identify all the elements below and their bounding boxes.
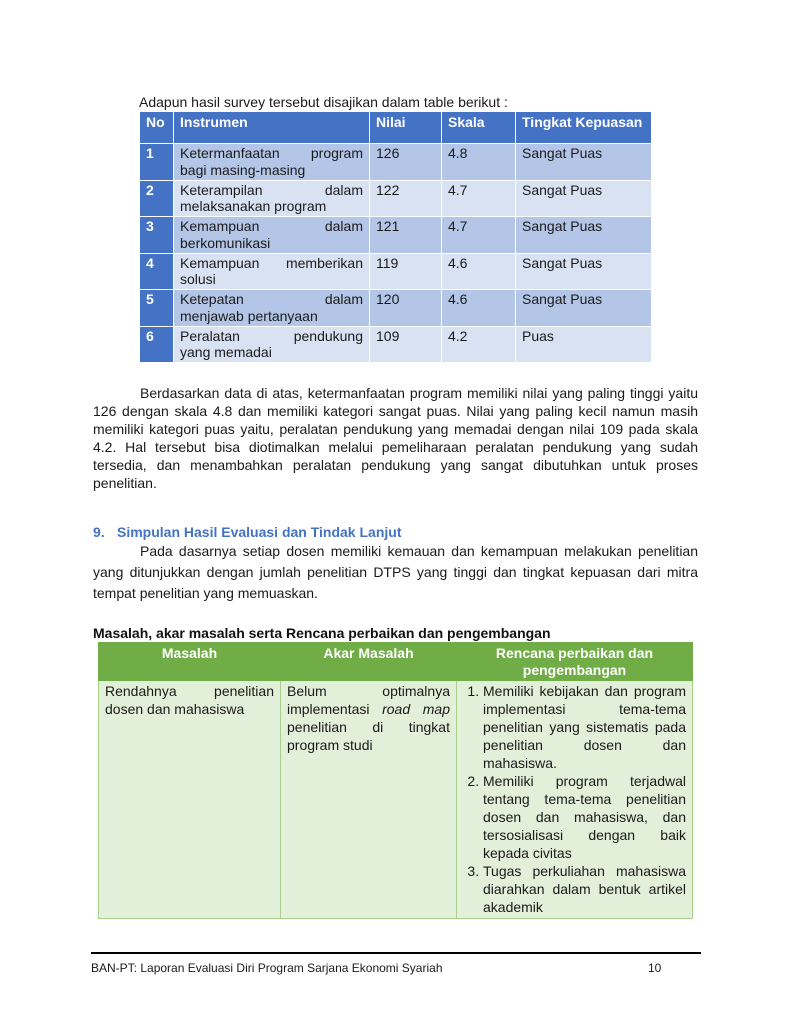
row-tingkat: Sangat Puas: [516, 253, 652, 290]
instrumen-line: Kemampuan memberikan: [180, 254, 363, 271]
row-no: 2: [140, 180, 174, 217]
row-nilai: 122: [370, 180, 442, 217]
instrumen-line: menjawab pertanyaan: [180, 307, 318, 324]
row-no: 4: [140, 253, 174, 290]
plan-header-row: [99, 643, 693, 681]
instrumen-line: Ketermanfaatan program: [180, 145, 363, 161]
row-instrumen: [174, 326, 370, 363]
row-no: 1: [140, 144, 174, 181]
instrumen-line: Kemampuan dalam: [180, 218, 363, 234]
instrumen-line: melaksanakan program: [180, 198, 327, 214]
row-instrumen: [174, 290, 370, 327]
masalah-cell: Rendahnya penelitian dosen dan mahasiswa: [99, 681, 281, 919]
instrumen-line: bagi masing-masing: [180, 161, 306, 178]
section-title: Simpulan Hasil Evaluasi dan Tindak Lanjut: [117, 524, 402, 540]
footer-text: BAN-PT: Laporan Evaluasi Diri Program Sarjana Ekonomi Syariah: [91, 961, 443, 975]
row-nilai: 120: [370, 290, 442, 327]
header-instrumen: Instrumen: [174, 112, 370, 144]
instrumen-line: yang memadai: [180, 344, 272, 360]
row-skala: 4.6: [442, 290, 516, 327]
table-row: [140, 217, 652, 254]
intro-text: Adapun hasil survey tersebut disajikan dalam table berikut :: [139, 94, 508, 110]
instrumen-line: Peralatan pendukung: [180, 327, 363, 344]
header-akar-masalah: Akar Masalah: [281, 643, 457, 681]
row-tingkat: Puas: [516, 326, 652, 363]
header-tingkat-kepuasan: Tingkat Kepuasan: [516, 112, 652, 144]
rencana-list: [463, 682, 686, 916]
footer-divider: [91, 952, 701, 954]
row-tingkat: Sangat Puas: [516, 144, 652, 181]
row-nilai: 126: [370, 144, 442, 181]
akar-masalah-cell: [281, 681, 457, 919]
list-item: 2. Memiliki program terjadwal tentang tema-tema penelitian dosen dan mahasiswa, dan tersosialisasi dengan baik kepada civitas: [483, 772, 686, 862]
row-nilai: 109: [370, 326, 442, 363]
table-row: [140, 253, 652, 290]
row-instrumen: [174, 253, 370, 290]
section-paragraph: [93, 541, 698, 604]
row-no: 3: [140, 217, 174, 254]
header-no: No: [140, 112, 174, 144]
section-heading: [93, 523, 401, 541]
row-skala: 4.2: [442, 326, 516, 363]
akar-text: Belum optimalnya implementasi: [287, 683, 450, 717]
table-row: [140, 180, 652, 217]
header-masalah: Masalah: [99, 643, 281, 681]
header-rencana: Rencana perbaikan dan pengembangan: [457, 643, 693, 681]
row-skala: 4.6: [442, 253, 516, 290]
row-no: 5: [140, 290, 174, 327]
akar-text: penelitian di tingkat program studi: [287, 719, 450, 753]
table-row: [140, 290, 652, 327]
list-item: 3. Tugas perkuliahan mahasiswa diarahkan dalam bentuk artikel akademik: [483, 862, 686, 916]
improvement-plan-table: [98, 642, 693, 919]
akar-italic-text: road map: [382, 701, 450, 717]
rencana-cell: [457, 681, 693, 919]
row-skala: 4.7: [442, 180, 516, 217]
row-nilai: 121: [370, 217, 442, 254]
list-item: 1. Memiliki kebijakan dan program implementasi tema-tema penelitian yang sistematis pada penelitian dosen dan mahasiswa.: [483, 682, 686, 772]
row-tingkat: Sangat Puas: [516, 217, 652, 254]
row-nilai: 119: [370, 253, 442, 290]
instrumen-line: berkomunikasi: [180, 234, 271, 251]
row-tingkat: Sangat Puas: [516, 290, 652, 327]
row-skala: 4.7: [442, 217, 516, 254]
analysis-text: Berdasarkan data di atas, ketermanfaatan program memiliki nilai yang paling tinggi yaitu 126 dengan skala 4.8 dan memiliki kategori sangat puas. Nilai yang paling kecil namun masih memiliki kategori puas yaitu, peralatan pendukung yang memadai dengan nilai 109 pada skala 4.2. Hal tersebut bisa diotimalkan melalui pemeliharaan peralatan pendukung yang sudah tersedia, dan menambahkan peralatan pendukung yang sangat dibutuhkan untuk proses penelitian.: [93, 385, 698, 491]
table-row: [99, 681, 693, 919]
page-number: 10: [648, 961, 662, 975]
table-row: [140, 144, 652, 181]
header-nilai: Nilai: [370, 112, 442, 144]
analysis-paragraph: [93, 384, 698, 492]
survey-results-table: [139, 111, 652, 363]
row-tingkat: Sangat Puas: [516, 180, 652, 217]
row-instrumen: [174, 180, 370, 217]
instrumen-line: solusi: [180, 271, 216, 287]
instrumen-line: Ketepatan dalam: [180, 291, 363, 307]
section-paragraph-text: Pada dasarnya setiap dosen memiliki kemauan dan kemampuan melakukan penelitian yang ditunjukkan dengan jumlah penelitian DTPS yang tinggi dan tingkat kepuasan dari mitra tempat penelitian yang memuaskan.: [93, 543, 698, 601]
row-instrumen: [174, 217, 370, 254]
row-instrumen: [174, 144, 370, 181]
row-skala: 4.8: [442, 144, 516, 181]
survey-header-row: [140, 112, 652, 144]
section-number: 9.: [93, 524, 105, 540]
header-skala: Skala: [442, 112, 516, 144]
table-row: [140, 326, 652, 363]
instrumen-line: Keterampilan dalam: [180, 181, 363, 198]
row-no: 6: [140, 326, 174, 363]
plan-table-heading: Masalah, akar masalah serta Rencana perbaikan dan pengembangan: [93, 625, 551, 641]
